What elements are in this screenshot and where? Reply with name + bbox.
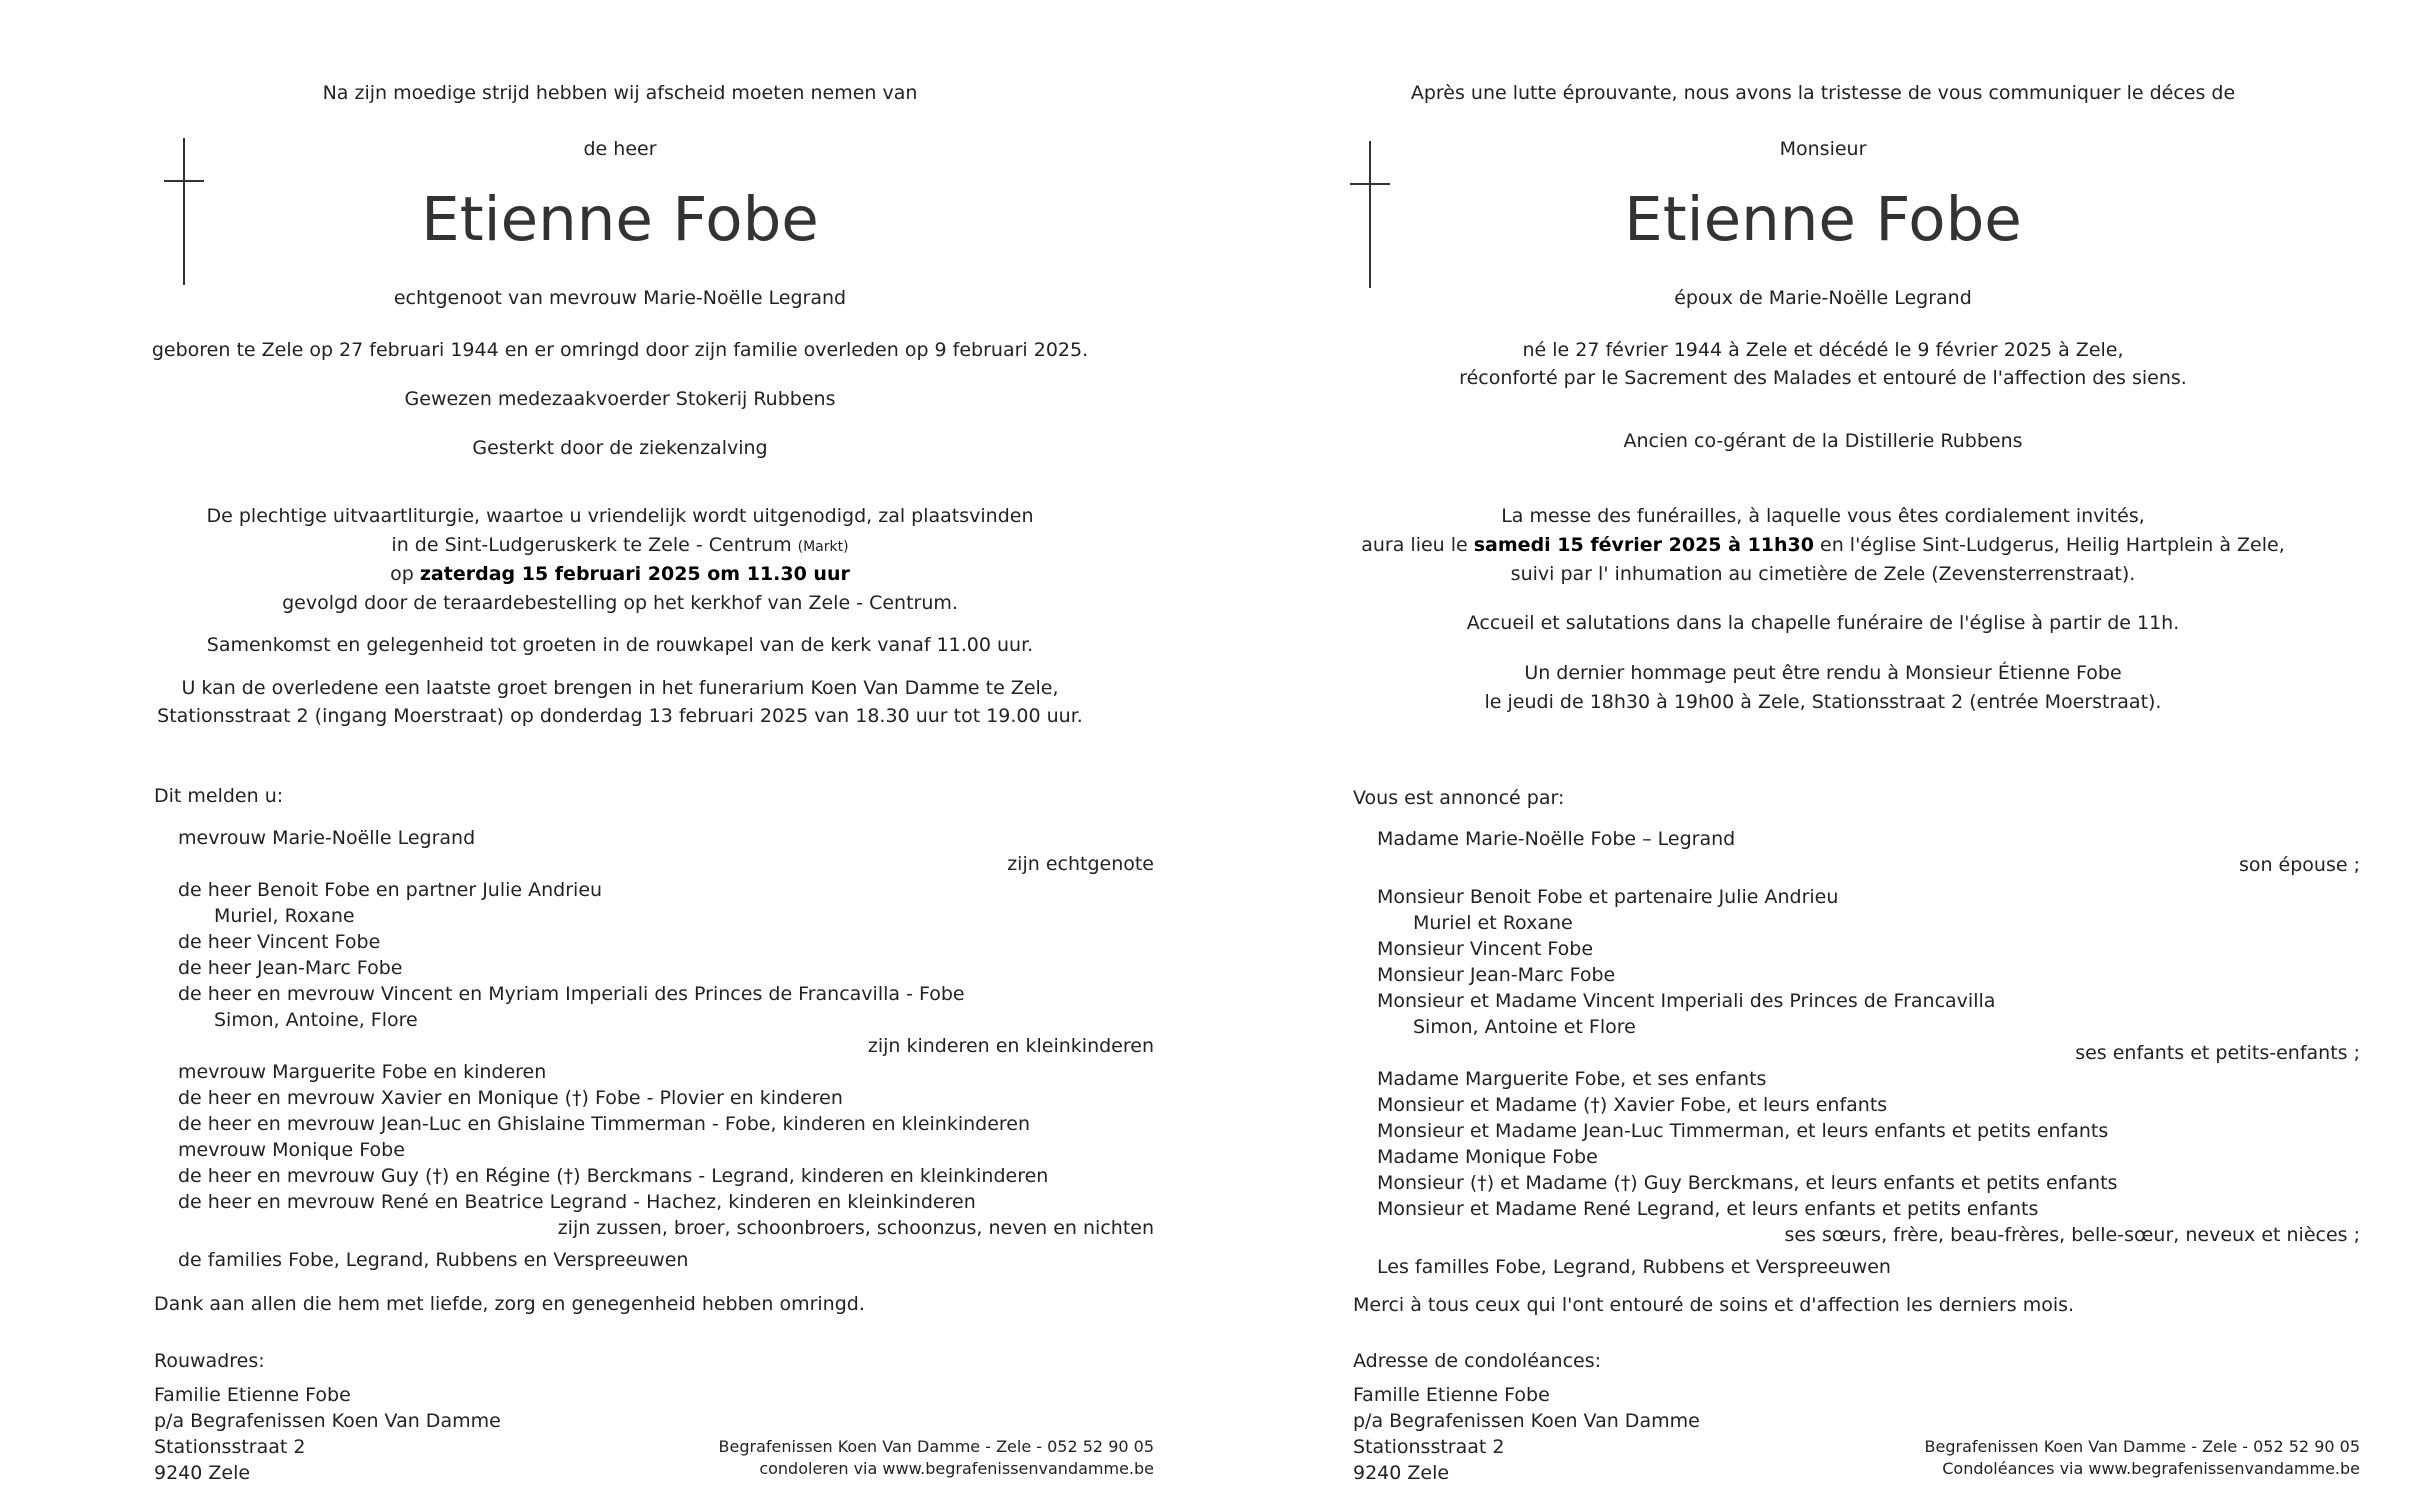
relation-label: ses sœurs, frère, beau-frères, belle-sœur, neveux et nièces ; (1784, 1224, 2360, 1246)
profession-line: Gewezen medezaakvoerder Stokerij Rubbens (404, 388, 836, 410)
address-label: Adresse de condoléances: (1353, 1350, 1602, 1372)
visit-line-1: U kan de overledene een laatste groet brengen in het funerarium Koen Van Damme te Zele, (181, 677, 1059, 699)
family-member: Madame Marie-Noëlle Fobe – Legrand (1377, 828, 1736, 850)
service-line-1: La messe des funérailles, à laquelle vous êtes cordialement invités, (1501, 505, 2145, 527)
visit-line-1: Un dernier hommage peut être rendu à Monsieur Étienne Fobe (1524, 662, 2122, 684)
family-member: Monsieur et Madame Jean-Luc Timmerman, et leurs enfants et petits enfants (1377, 1120, 2109, 1142)
family-member: de families Fobe, Legrand, Rubbens en Verspreeuwen (178, 1249, 689, 1271)
family-member: de heer Jean-Marc Fobe (178, 957, 403, 979)
family-member: de heer Vincent Fobe (178, 931, 381, 953)
family-member: de heer en mevrouw Jean-Luc en Ghislaine Timmerman - Fobe, kinderen en kleinkinderen (178, 1113, 1031, 1135)
birth-death-line: geboren te Zele op 27 februari 1944 en er omringd door zijn familie overleden op 9 februari 2025. (151, 339, 1089, 361)
visit-line-2: le jeudi de 18h30 à 19h00 à Zele, Stationsstraat 2 (entrée Moerstraat). (1484, 691, 2162, 713)
relation-label: ses enfants et petits-enfants ; (2075, 1042, 2360, 1064)
address-label: Rouwadres: (154, 1350, 265, 1372)
footer-line-2: condoleren via www.begrafenissenvandamme.be (759, 1459, 1154, 1478)
thanks-line: Merci à tous ceux qui l'ont entouré de soins et d'affection les derniers mois. (1353, 1294, 2075, 1316)
relation-label: zijn echtgenote (1007, 853, 1154, 875)
relation-label: zijn kinderen en kleinkinderen (867, 1035, 1154, 1057)
service-line-2: aura lieu le samedi 15 février 2025 à 11h30 en l'église Sint-Ludgerus, Heilig Hartplein à Zele, (1361, 534, 2285, 556)
announce-label: Dit melden u: (154, 785, 284, 807)
service-line-1: De plechtige uitvaartliturgie, waartoe u vriendelijk wordt uitgenodigd, zal plaatsvinden (206, 505, 1034, 527)
address-block (154, 1348, 501, 1486)
gathering-line: Samenkomst en gelegenheid tot groeten in de rouwkapel van de kerk vanaf 11.00 uur. (206, 634, 1034, 656)
deceased-name: Etienne Fobe (421, 184, 819, 255)
family-member: de heer Benoit Fobe en partner Julie Andrieu (178, 879, 603, 901)
family-member: Monsieur et Madame Vincent Imperiali des Princes de Francavilla (1377, 990, 1996, 1012)
address-line: Stationsstraat 2 (154, 1436, 306, 1458)
footer-line-1: Begrafenissen Koen Van Damme - Zele - 052 52 90 05 (1924, 1437, 2360, 1456)
birth-death-line-2: réconforté par le Sacrement des Malades et entouré de l'affection des siens. (1459, 367, 2187, 389)
address-line: p/a Begrafenissen Koen Van Damme (154, 1410, 501, 1432)
thanks-line: Dank aan allen die hem met liefde, zorg en genegenheid hebben omringd. (154, 1293, 865, 1315)
service-line-4: gevolgd door de teraardebestelling op het kerkhof van Zele - Centrum. (282, 592, 958, 614)
intro-text: Na zijn moedige strijd hebben wij afscheid moeten nemen van (322, 82, 918, 104)
announce-label: Vous est annoncé par: (1353, 787, 1565, 809)
gathering-line: Accueil et salutations dans la chapelle funéraire de l'église à partir de 11h. (1466, 612, 2180, 634)
address-line: Famille Etienne Fobe (1353, 1384, 1550, 1406)
sacrament-line: Gesterkt door de ziekenzalving (472, 437, 768, 459)
deceased-name: Etienne Fobe (1624, 184, 2022, 255)
family-member: Simon, Antoine, Flore (214, 1009, 418, 1031)
honorific: Monsieur (1779, 138, 1867, 160)
family-list (1353, 826, 2360, 1280)
family-member: Monsieur Benoit Fobe et partenaire Julie Andrieu (1377, 886, 1839, 908)
spouse-line: époux de Marie-Noëlle Legrand (1674, 287, 1972, 309)
funeral-home-footer (600, 1436, 1154, 1480)
address-line: 9240 Zele (154, 1462, 251, 1484)
family-member: Monsieur et Madame René Legrand, et leurs enfants et petits enfants (1377, 1198, 2039, 1220)
birth-death-line-1: né le 27 février 1944 à Zele et décédé le 9 février 2025 à Zele, (1522, 339, 2124, 361)
family-member: Madame Monique Fobe (1377, 1146, 1598, 1168)
family-member: mevrouw Monique Fobe (178, 1139, 405, 1161)
spouse-line: echtgenoot van mevrouw Marie-Noëlle Legrand (393, 287, 847, 309)
family-member: de heer en mevrouw Xavier en Monique (†) Fobe - Plovier en kinderen (178, 1087, 843, 1109)
service-line-3: op zaterdag 15 februari 2025 om 11.30 uur (390, 563, 850, 585)
dutch-card (0, 0, 1213, 1509)
relation-label: zijn zussen, broer, schoonbroers, schoonzus, neven en nichten (557, 1217, 1154, 1239)
family-member: mevrouw Marie-Noëlle Legrand (178, 827, 476, 849)
relation-label: son épouse ; (2238, 854, 2360, 876)
family-member: Madame Marguerite Fobe, et ses enfants (1377, 1068, 1767, 1090)
family-member: de heer en mevrouw René en Beatrice Legrand - Hachez, kinderen en kleinkinderen (178, 1191, 976, 1213)
address-block (1353, 1348, 1700, 1486)
footer-line-2: Condoléances via www.begrafenissenvandamme.be (1942, 1459, 2360, 1478)
family-list (154, 825, 1154, 1273)
funeral-home-footer (1813, 1436, 2360, 1480)
visit-line-2: Stationsstraat 2 (ingang Moerstraat) op donderdag 13 februari 2025 van 18.30 uur tot 19.00 uur. (157, 705, 1083, 727)
family-member: Monsieur Jean-Marc Fobe (1377, 964, 1616, 986)
footer-line-1: Begrafenissen Koen Van Damme - Zele - 052 52 90 05 (718, 1437, 1154, 1456)
family-member: Les familles Fobe, Legrand, Rubbens et Verspreeuwen (1377, 1256, 1891, 1278)
address-line: p/a Begrafenissen Koen Van Damme (1353, 1410, 1700, 1432)
family-member: Muriel et Roxane (1413, 912, 1573, 934)
family-member: Monsieur et Madame (†) Xavier Fobe, et leurs enfants (1377, 1094, 1888, 1116)
family-member: de heer en mevrouw Guy (†) en Régine (†) Berckmans - Legrand, kinderen en kleinkinderen (178, 1165, 1049, 1187)
address-line: Stationsstraat 2 (1353, 1436, 1505, 1458)
service-line-3: suivi par l' inhumation au cimetière de Zele (Zevensterrenstraat). (1510, 563, 2136, 585)
family-member: Muriel, Roxane (214, 905, 355, 927)
address-line: 9240 Zele (1353, 1462, 1450, 1484)
family-member: mevrouw Marguerite Fobe en kinderen (178, 1061, 547, 1083)
family-member: Monsieur Vincent Fobe (1377, 938, 1594, 960)
family-member: Monsieur (†) et Madame (†) Guy Berckmans, et leurs enfants et petits enfants (1377, 1172, 2118, 1194)
service-line-2: in de Sint-Ludgeruskerk te Zele - Centrum (Markt) (391, 534, 849, 556)
french-card (1213, 0, 2427, 1509)
profession-line: Ancien co-gérant de la Distillerie Rubbens (1623, 430, 2023, 452)
honorific: de heer (583, 138, 657, 160)
intro-text: Après une lutte éprouvante, nous avons la tristesse de vous communiquer le déces de (1410, 82, 2236, 104)
address-line: Familie Etienne Fobe (154, 1384, 351, 1406)
family-member: Simon, Antoine et Flore (1413, 1016, 1636, 1038)
family-member: de heer en mevrouw Vincent en Myriam Imperiali des Princes de Francavilla - Fobe (178, 983, 965, 1005)
